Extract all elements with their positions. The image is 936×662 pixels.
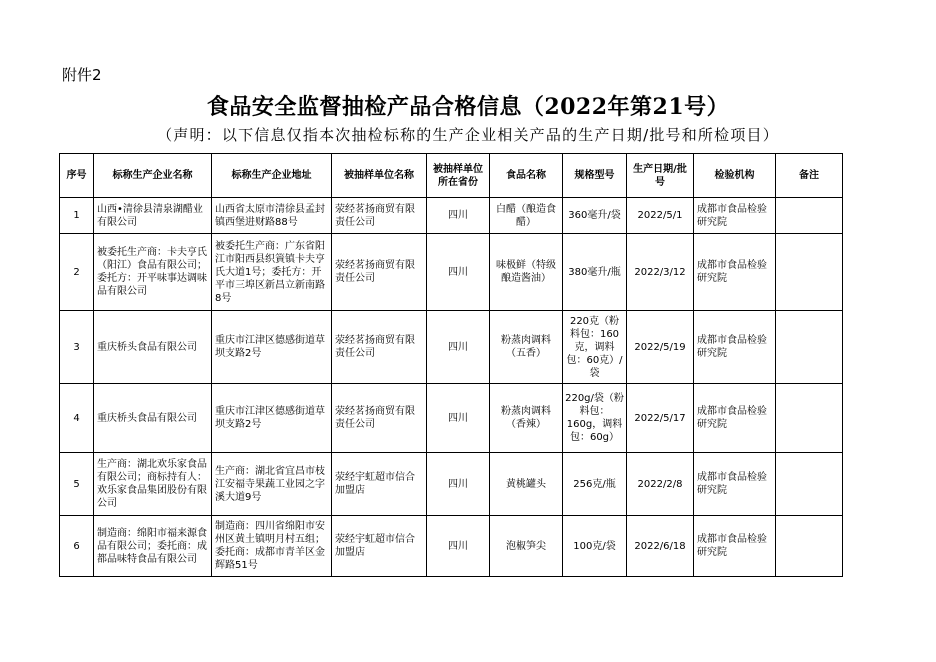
cell-province: 四川 <box>427 384 490 453</box>
cell-manufacturer: 被委托生产商：卡夫亨氏（阳江）食品有限公司；委托方：开平味事达调味品有限公司 <box>94 234 212 311</box>
header-production-date: 生产日期/批号 <box>627 154 694 198</box>
cell-date: 2022/5/19 <box>627 311 694 384</box>
cell-seq: 6 <box>60 516 94 577</box>
cell-agency: 成都市食品检验研究院 <box>694 234 776 311</box>
cell-address: 生产商：湖北省宜昌市枝江安福寺果蔬工业园之字溪大道9号 <box>212 453 332 516</box>
cell-manufacturer: 生产商：湖北欢乐家食品有限公司；商标持有人：欢乐家食品集团股份有限公司 <box>94 453 212 516</box>
cell-seq: 5 <box>60 453 94 516</box>
inspection-results-table <box>59 153 843 577</box>
cell-province: 四川 <box>427 198 490 234</box>
document-title: 食品安全监督抽检产品合格信息（2022年第21号） <box>206 94 730 120</box>
cell-remarks <box>776 311 843 384</box>
cell-province: 四川 <box>427 311 490 384</box>
table-row <box>60 198 843 234</box>
cell-food-name: 粉蒸肉调料（香辣） <box>490 384 563 453</box>
header-spec: 规格型号 <box>563 154 627 198</box>
header-food-name: 食品名称 <box>490 154 563 198</box>
cell-sampled-unit: 荥经茗扬商贸有限责任公司 <box>332 198 427 234</box>
cell-sampled-unit: 荥经茗扬商贸有限责任公司 <box>332 311 427 384</box>
cell-remarks <box>776 453 843 516</box>
cell-province: 四川 <box>427 234 490 311</box>
cell-seq: 2 <box>60 234 94 311</box>
cell-manufacturer: 山西•清徐县清泉湖醋业有限公司 <box>94 198 212 234</box>
cell-agency: 成都市食品检验研究院 <box>694 453 776 516</box>
cell-remarks <box>776 234 843 311</box>
cell-spec: 360毫升/袋 <box>563 198 627 234</box>
cell-food-name: 味极鲜（特级酿造酱油） <box>490 234 563 311</box>
cell-province: 四川 <box>427 516 490 577</box>
cell-agency: 成都市食品检验研究院 <box>694 198 776 234</box>
cell-sampled-unit: 荥经宇虹超市信合加盟店 <box>332 516 427 577</box>
attachment-label: 附件2 <box>62 66 102 84</box>
cell-date: 2022/5/1 <box>627 198 694 234</box>
cell-manufacturer: 制造商：绵阳市福来源食品有限公司；委托商：成都品味特食品有限公司 <box>94 516 212 577</box>
cell-date: 2022/3/12 <box>627 234 694 311</box>
cell-spec: 220g/袋（粉料包：160g，调料包：60g） <box>563 384 627 453</box>
cell-agency: 成都市食品检验研究院 <box>694 516 776 577</box>
cell-sampled-unit: 荥经茗扬商贸有限责任公司 <box>332 384 427 453</box>
header-sampled-province: 被抽样单位所在省份 <box>427 154 490 198</box>
cell-spec: 220克（粉料包：160克，调料包：60克）/袋 <box>563 311 627 384</box>
cell-address: 山西省太原市清徐县孟封镇西堡进财路88号 <box>212 198 332 234</box>
cell-address: 制造商：四川省绵阳市安州区黄土镇明月村五组；委托商：成都市青羊区金辉路51号 <box>212 516 332 577</box>
cell-agency: 成都市食品检验研究院 <box>694 384 776 453</box>
header-sampled-unit: 被抽样单位名称 <box>332 154 427 198</box>
cell-remarks <box>776 198 843 234</box>
cell-spec: 256克/瓶 <box>563 453 627 516</box>
cell-seq: 4 <box>60 384 94 453</box>
cell-sampled-unit: 荥经茗扬商贸有限责任公司 <box>332 234 427 311</box>
table-row <box>60 516 843 577</box>
table-row <box>60 384 843 453</box>
cell-food-name: 黄桃罐头 <box>490 453 563 516</box>
header-inspection-agency: 检验机构 <box>694 154 776 198</box>
table-header-row <box>60 154 843 198</box>
cell-spec: 100克/袋 <box>563 516 627 577</box>
cell-date: 2022/2/8 <box>627 453 694 516</box>
cell-food-name: 粉蒸肉调料（五香） <box>490 311 563 384</box>
cell-food-name: 泡椒笋尖 <box>490 516 563 577</box>
cell-province: 四川 <box>427 453 490 516</box>
cell-remarks <box>776 516 843 577</box>
cell-seq: 1 <box>60 198 94 234</box>
cell-address: 重庆市江津区德感街道草坝支路2号 <box>212 384 332 453</box>
header-remarks: 备注 <box>776 154 843 198</box>
cell-address: 被委托生产商：广东省阳江市阳西县织篢镇卡夫亨氏大道1号；委托方：开平市三埠区新昌立新南路8号 <box>212 234 332 311</box>
cell-date: 2022/5/17 <box>627 384 694 453</box>
table-row <box>60 453 843 516</box>
cell-date: 2022/6/18 <box>627 516 694 577</box>
cell-food-name: 白醋（酿造食醋） <box>490 198 563 234</box>
table-row <box>60 234 843 311</box>
cell-manufacturer: 重庆桥头食品有限公司 <box>94 311 212 384</box>
cell-address: 重庆市江津区德感街道草坝支路2号 <box>212 311 332 384</box>
cell-sampled-unit: 荥经宇虹超市信合加盟店 <box>332 453 427 516</box>
cell-seq: 3 <box>60 311 94 384</box>
header-seq: 序号 <box>60 154 94 198</box>
cell-manufacturer: 重庆桥头食品有限公司 <box>94 384 212 453</box>
cell-remarks <box>776 384 843 453</box>
cell-agency: 成都市食品检验研究院 <box>694 311 776 384</box>
header-manufacturer-address: 标称生产企业地址 <box>212 154 332 198</box>
document-subtitle: （声明：以下信息仅指本次抽检标称的生产企业相关产品的生产日期/批号和所检项目） <box>157 126 779 144</box>
header-manufacturer: 标称生产企业名称 <box>94 154 212 198</box>
table-row <box>60 311 843 384</box>
cell-spec: 380毫升/瓶 <box>563 234 627 311</box>
